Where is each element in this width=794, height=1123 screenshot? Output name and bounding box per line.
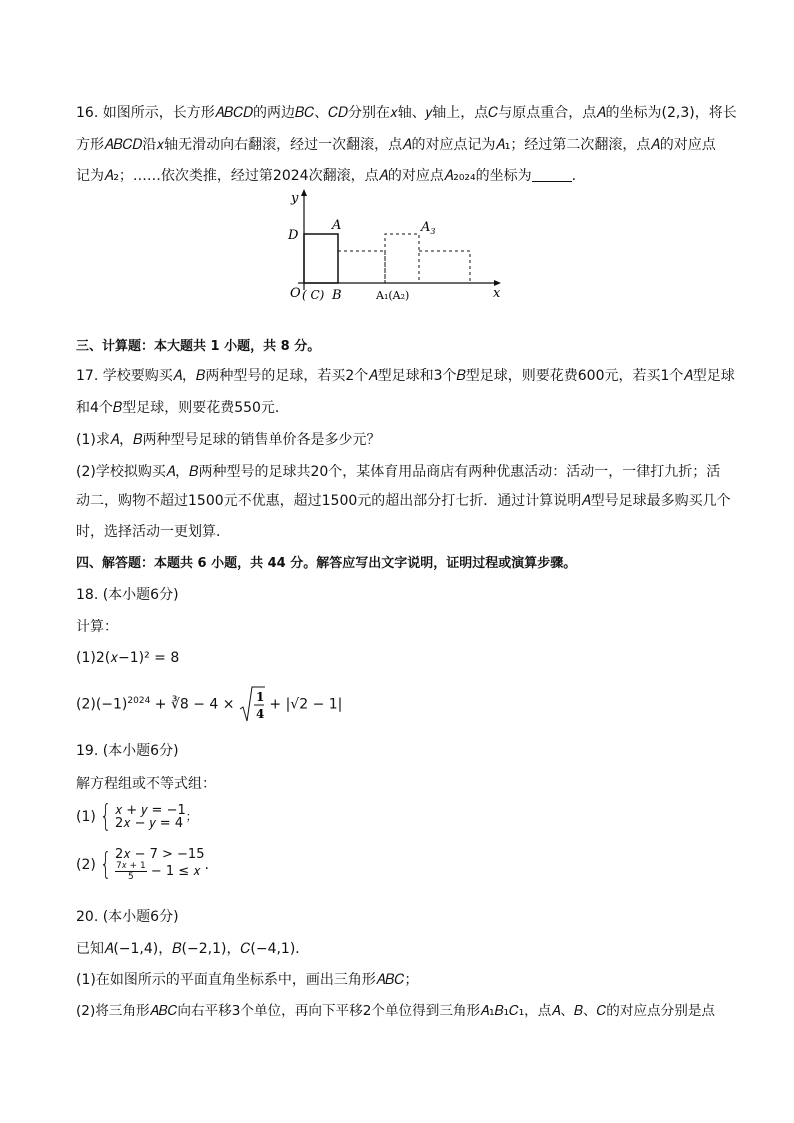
fraction bbox=[115, 861, 147, 882]
label-a3: $A_3$ bbox=[421, 220, 436, 236]
fraction-denominator: 5 bbox=[127, 872, 134, 882]
q20-line-1: 已知𝐴(−1,4)，𝐵(−2,1)，𝐶(−4,1)． bbox=[76, 941, 310, 957]
answer-blank[interactable] bbox=[532, 167, 572, 182]
section-3-heading: 三、计算题：本大题共 1 小题，共 8 分。 bbox=[76, 339, 321, 354]
q19-inequality-system bbox=[115, 848, 205, 882]
q19-part-2-end: . bbox=[204, 857, 209, 873]
label-x: x bbox=[493, 286, 501, 301]
q18-part-2-b: + ∛8 − 4 × bbox=[150, 696, 235, 713]
sqrt-one-quarter bbox=[239, 685, 265, 725]
rolling-rectangle-figure bbox=[280, 186, 510, 306]
q18-part-2-c: + |√2 − 1| bbox=[269, 696, 343, 713]
q18-part-2-a: (2)(−1) bbox=[76, 696, 128, 713]
q18-header: 18. (本小题6分) bbox=[76, 587, 179, 603]
q19-part-1-label: (1) bbox=[76, 809, 96, 825]
q17-line-1: 17. 学校要购买𝐴，𝐵两种型号的足球，若买2个𝐴型足球和3个𝐵型足球，则要花费600元，若买1个𝐴型足球 bbox=[76, 368, 735, 384]
label-a1-a2: A₁(A₂) bbox=[376, 289, 410, 302]
rolled-rectangle-2 bbox=[385, 234, 419, 283]
label-c: ( C) bbox=[302, 288, 325, 302]
q19-ineq-1: 2𝑥 − 7 > −15 bbox=[114, 847, 205, 862]
q19-part-2 bbox=[76, 845, 209, 885]
q16-line-3-text: 记为𝐴₂；……依次类推，经过第2024次翻滚，点𝐴的对应点𝐴₂₀₂₄的坐标为 bbox=[76, 168, 532, 184]
rectangle-abcd bbox=[304, 234, 338, 283]
section-4-heading: 四、解答题：本题共 6 小题，共 44 分。解答应写出文字说明，证明过程或演算步骤。 bbox=[76, 556, 577, 571]
svg-text:4: 4 bbox=[255, 706, 265, 721]
q19-part-2-label: (2) bbox=[76, 857, 96, 873]
q18-part-2 bbox=[76, 684, 342, 725]
q18-part-1: (1)2(𝑥−1)² = 8 bbox=[76, 650, 180, 666]
fraction-numerator: 7𝑥 + 1 bbox=[115, 861, 146, 871]
q17-part-1: (1)求𝐴，𝐵两种型号足球的销售单价各是多少元？ bbox=[76, 432, 381, 448]
label-d: D bbox=[288, 228, 299, 243]
sqrt-fraction bbox=[239, 685, 265, 725]
label-o: O bbox=[290, 286, 301, 301]
q18-part-2-exponent: 2024 bbox=[127, 696, 151, 706]
svg-text:1: 1 bbox=[255, 689, 265, 704]
q18-intro: 计算： bbox=[76, 619, 118, 635]
q19-eq-1: 𝑥 + 𝑦 = −1 bbox=[114, 803, 186, 818]
rolled-rectangle-1 bbox=[338, 251, 385, 283]
q19-intro: 解方程组或不等式组： bbox=[76, 776, 216, 792]
q17-part-2-line-2: 动二，购物不超过1500元不优惠，超过1500元的超出部分打七折．通过计算说明𝐴型号足球最多购买几个 bbox=[76, 493, 731, 509]
q16-line-1: 16. 如图所示，长方形𝐴𝐵𝐶𝐷的两边𝐵𝐶、𝐶𝐷分别在𝑥轴、𝑦轴上，点𝐶与原点重合，点𝐴的坐标为(2,3)，将长 bbox=[76, 105, 737, 121]
brace-icon: { bbox=[99, 799, 112, 834]
q19-part-1 bbox=[76, 799, 197, 834]
q17-part-2-line-1: (2)学校拟购买𝐴，𝐵两种型号的足球共20个，某体育用品商店有两种优惠活动：活动一，一律打九折；活 bbox=[76, 464, 721, 480]
q20-part-2: (2)将三角形𝐴𝐵𝐶向右平移3个单位，再向下平移2个单位得到三角形𝐴₁𝐵₁𝐶₁，点𝐴、𝐵、𝐶的对应点分别是点 bbox=[76, 1003, 716, 1019]
q17-part-2-line-3: 时，选择活动一更划算． bbox=[76, 524, 230, 540]
label-y: y bbox=[291, 191, 299, 206]
q17-line-2: 和4个𝐵型足球，则要花费550元． bbox=[76, 400, 289, 416]
rolled-rectangle-3 bbox=[419, 251, 470, 283]
q16-line-2: 方形𝐴𝐵𝐶𝐷沿𝑥轴无滑动向右翻滚，经过一次翻滚，点𝐴的对应点记为𝐴₁；经过第二次翻滚，点𝐴的对应点 bbox=[76, 137, 716, 153]
brace-icon: { bbox=[99, 847, 112, 882]
q19-part-1-end: ； bbox=[185, 810, 197, 823]
q16-line-3 bbox=[76, 166, 576, 186]
q20-header: 20. (本小题6分) bbox=[76, 909, 179, 925]
q16-line-3-end: . bbox=[571, 168, 577, 184]
label-b: B bbox=[332, 288, 342, 303]
q20-part-1: (1)在如图所示的平面直角坐标系中，画出三角形𝐴𝐵𝐶； bbox=[76, 972, 419, 988]
y-axis-arrow bbox=[301, 189, 307, 196]
q19-equation-system bbox=[115, 804, 186, 830]
label-a: A bbox=[332, 218, 342, 233]
q19-ineq-2 bbox=[115, 861, 205, 882]
q19-ineq-2-rest: − 1 ≤ 𝑥 bbox=[150, 864, 201, 879]
q19-eq-2: 2𝑥 − 𝑦 = 4 bbox=[114, 816, 184, 831]
q19-header: 19. (本小题6分) bbox=[76, 743, 179, 759]
